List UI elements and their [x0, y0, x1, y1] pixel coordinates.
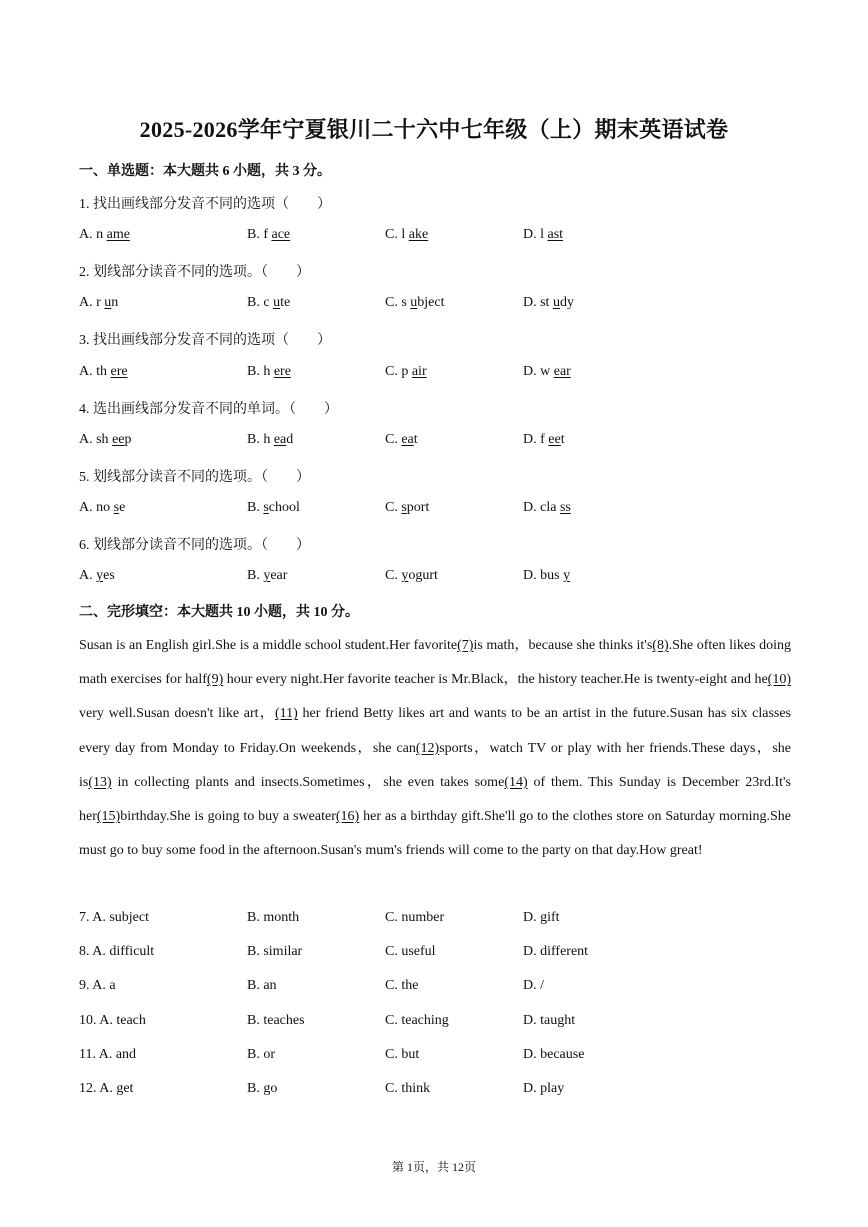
answer-option: D. st udy	[523, 295, 574, 311]
page-title: 2025-2026学年宁夏银川二十六中七年级（上）期末英语试卷	[139, 117, 729, 142]
underlined-letters: ast	[547, 227, 564, 243]
cloze-option: D. play	[523, 1081, 565, 1096]
cloze-option: 8. A. difficult	[79, 944, 155, 960]
underlined-letters: u	[552, 295, 560, 311]
underlined-letters: ee	[112, 431, 125, 447]
answer-option: C. s ubject	[385, 295, 445, 311]
cloze-option: C. teaching	[385, 1012, 449, 1028]
cloze-option: D. gift	[523, 910, 560, 925]
underlined-letters: s	[401, 499, 407, 515]
underlined-letters: y	[263, 568, 271, 584]
underlined-letters: ake	[408, 227, 429, 243]
answer-option: B. year	[247, 568, 288, 584]
answer-option: D. bus y	[523, 568, 571, 584]
underlined-letters: ea	[401, 431, 414, 447]
question-stem: 5. 划线部分读音不同的选项。（ ）	[79, 469, 310, 485]
underlined-letters: y	[401, 568, 409, 584]
blank-number: (14)	[504, 774, 528, 790]
question-stem: 1. 找出画线部分发音不同的选项（ ）	[79, 197, 331, 212]
cloze-option: B. teaches	[247, 1012, 305, 1028]
underlined-letters: s	[263, 499, 269, 515]
answer-option: D. w ear	[523, 363, 571, 379]
cloze-option: 11. A. and	[79, 1046, 137, 1062]
answer-option: D. cla ss	[523, 499, 571, 515]
underlined-letters: ea	[273, 431, 287, 447]
cloze-option: C. think	[385, 1081, 431, 1096]
cloze-option: B. go	[247, 1081, 278, 1096]
question-stem: 2. 划线部分读音不同的选项。（ ）	[79, 265, 310, 281]
cloze-option: C. number	[385, 910, 445, 925]
blank-number: (16)	[335, 809, 360, 825]
question-stem: 4. 选出画线部分发音不同的单词。（ ）	[79, 401, 338, 417]
cloze-option: C. useful	[385, 944, 436, 960]
underlined-letters: u	[273, 295, 281, 311]
cloze-option: 7. A. subject	[79, 910, 149, 925]
underlined-letters: ear	[553, 363, 571, 379]
cloze-option: D. taught	[523, 1012, 576, 1028]
blank-number: (15)	[96, 809, 121, 825]
underlined-letters: ss	[559, 499, 571, 515]
blank-number: (12)	[415, 740, 440, 756]
cloze-option: B. an	[247, 978, 277, 994]
blank-number: (10)	[767, 672, 791, 688]
question-stem: 3. 找出画线部分发音不同的选项（ ）	[79, 333, 331, 349]
answer-option: C. yogurt	[385, 568, 438, 584]
answer-option: A. n ame	[79, 227, 130, 243]
cloze-option: D. because	[523, 1046, 585, 1062]
cloze-option: D. /	[523, 978, 544, 994]
underlined-letters: ame	[106, 227, 130, 243]
cloze-option: C. the	[385, 978, 419, 994]
answer-option: D. l ast	[523, 227, 564, 243]
answer-option: A. sh eep	[79, 431, 132, 447]
cloze-option: 9. A. a	[79, 978, 116, 994]
underlined-letters: ace	[271, 227, 291, 243]
answer-option: B. h ere	[247, 363, 291, 379]
cloze-option: B. or	[247, 1046, 275, 1062]
answer-option: C. eat	[385, 431, 418, 447]
answer-option: B. h ead	[247, 431, 294, 447]
underlined-letters: ee	[548, 431, 561, 447]
underlined-letters: ere	[273, 363, 291, 379]
question-stem: 6. 划线部分读音不同的选项。（ ）	[79, 538, 310, 553]
underlined-letters: ere	[110, 363, 128, 379]
answer-option: D. f eet	[523, 431, 565, 447]
answer-option: A. th ere	[79, 363, 128, 379]
underlined-letters: air	[411, 363, 427, 379]
cloze-option: 10. A. teach	[79, 1012, 146, 1028]
answer-option: B. c ute	[247, 295, 291, 311]
answer-option: B. f ace	[247, 227, 291, 243]
blank-number: (11)	[274, 706, 298, 722]
cloze-option: C. but	[385, 1046, 420, 1062]
underlined-letters: y	[96, 568, 104, 584]
cloze-option: B. similar	[247, 944, 303, 960]
answer-option: C. p air	[385, 363, 427, 379]
underlined-letters: u	[410, 295, 418, 311]
section-heading-single-choice: 一、单选题：本大题共 6 小题，共 3 分。	[79, 164, 331, 179]
cloze-option: B. month	[247, 910, 300, 925]
blank-number: (7)	[457, 638, 474, 653]
answer-option: C. l ake	[385, 227, 429, 243]
answer-option: A. no se	[79, 499, 126, 515]
underlined-letters: y	[563, 568, 571, 584]
cloze-option: D. different	[523, 944, 589, 960]
cloze-option: 12. A. get	[79, 1081, 134, 1096]
underlined-letters: u	[104, 295, 112, 311]
answer-option: A. yes	[79, 568, 115, 584]
cloze-passage: Susan is an English girl.She is a middle school student.Her favorite(7)is math，because she thinks it's(8).She often likes doing math exercises for half(9) hour every night.Her favorite teacher is Mr.Black，the history teacher.He is twenty-eight and he(10) very well.Susan doesn't like art，(11) her friend Betty likes art and wants to be an artist in the future.Susan has six classes every day from Monday to Friday.On weekends，she can(12)sports，watch TV or play with her friends.These days，she is(13) in collecting plants and insects.Sometimes，she even takes some(14) of them. This Sunday is December 23rd.It's her(15)birthday.She is going to buy a sweater(16) her as a birthday gift.She'll go to the clothes store on Saturday morning.She must go to buy some food in the afternoon.Susan's mum's friends will come to the party on that day.How great!	[79, 638, 792, 859]
blank-number: (9)	[206, 672, 224, 688]
answer-option: A. r un	[79, 295, 119, 311]
blank-number: (13)	[88, 774, 112, 790]
section-heading-cloze: 二、完形填空：本大题共 10 小题，共 10 分。	[79, 605, 359, 620]
answer-option: C. sport	[385, 499, 430, 515]
answer-option: B. school	[247, 499, 300, 515]
blank-number: (8)	[652, 638, 669, 653]
underlined-letters: s	[113, 499, 120, 515]
page-footer: 第 1页，共 12页	[391, 1160, 476, 1174]
